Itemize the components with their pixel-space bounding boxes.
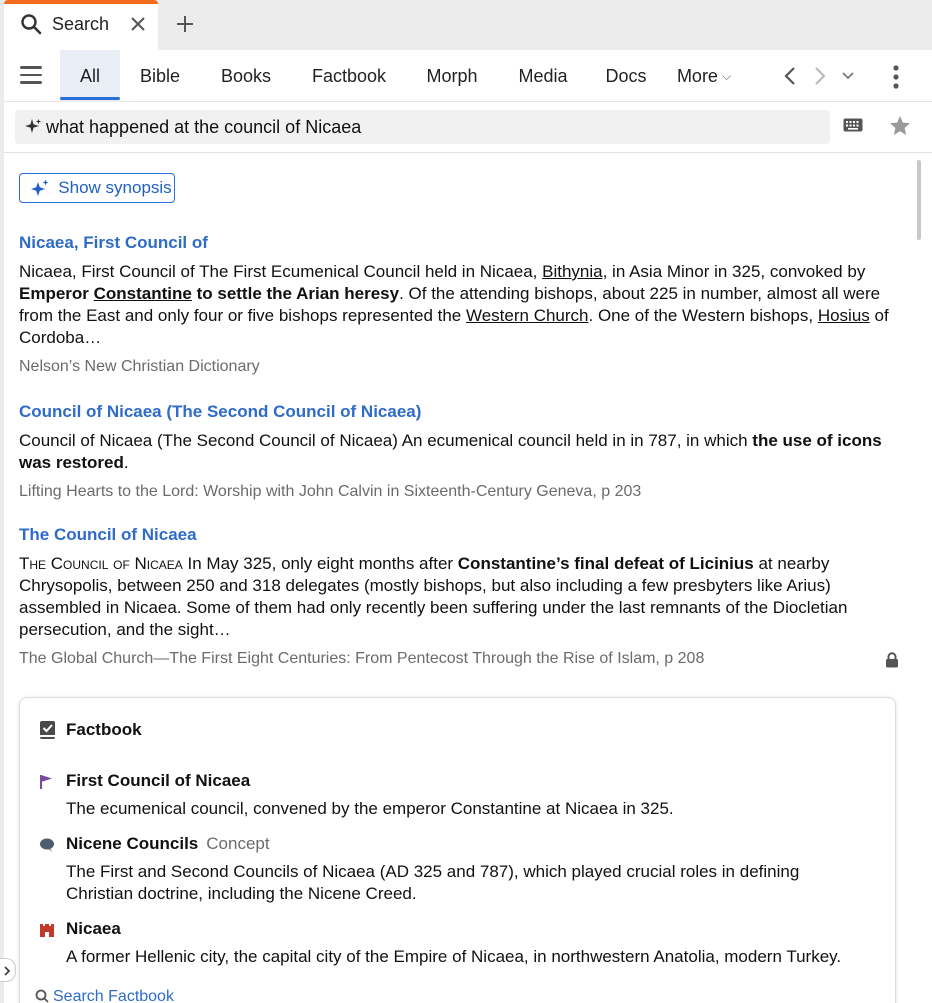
result-snippet bbox=[19, 430, 899, 474]
factbook-entry-name[interactable]: Nicaea bbox=[66, 919, 121, 938]
tab-active-indicator bbox=[4, 0, 158, 4]
snippet-heading: The Council of Nicaea bbox=[19, 554, 183, 573]
tab-more[interactable] bbox=[672, 50, 736, 102]
star-icon[interactable] bbox=[888, 114, 912, 138]
search-icon bbox=[35, 989, 49, 1003]
category-nav bbox=[4, 50, 932, 102]
close-icon[interactable] bbox=[128, 14, 148, 34]
snippet-text: Council of Nicaea (The Second Council of Nicaea) An ecumenical council held in in 787, in which bbox=[19, 431, 753, 450]
snippet-link[interactable]: Hosius bbox=[817, 306, 870, 325]
history-dropdown-icon[interactable] bbox=[840, 68, 856, 84]
result-source[interactable]: The Global Church—The First Eight Centuries: From Pentecost Through the Rise of Islam, p 208 bbox=[19, 650, 705, 667]
sidebar-expand-button[interactable] bbox=[0, 958, 16, 982]
snippet-text: of Cordoba… bbox=[19, 306, 889, 347]
tab-morph[interactable] bbox=[418, 50, 486, 102]
factbook-heading-label: Factbook bbox=[66, 720, 142, 739]
tab-books[interactable] bbox=[212, 50, 280, 102]
result-title[interactable]: Nicaea, First Council of bbox=[19, 233, 208, 252]
result-title[interactable]: Council of Nicaea (The Second Council of Nicaea) bbox=[19, 402, 422, 421]
speech-bubble-icon bbox=[39, 837, 55, 853]
search-box[interactable] bbox=[15, 110, 830, 144]
search-tab[interactable] bbox=[4, 0, 158, 50]
snippet-highlight: the use of icons was restored bbox=[19, 431, 882, 472]
result-snippet bbox=[19, 261, 899, 349]
result-source[interactable]: Lifting Hearts to the Lord: Worship with John Calvin in Sixteenth-Century Geneva, p 203 bbox=[19, 483, 642, 500]
results-pane bbox=[4, 154, 932, 1003]
chevron-down-icon: ⌵ bbox=[721, 69, 732, 83]
snippet-text: . Of the attending bishops, about 225 in number, almost all were from the East and only four or five bishops represented the bbox=[19, 284, 881, 325]
tab-label: All bbox=[79, 66, 100, 86]
factbook-entry-desc: A former Hellenic city, the capital city of the Empire of Nicaea, in northwestern Anatolia, modern Turkey. bbox=[66, 947, 842, 966]
factbook-card bbox=[19, 697, 896, 1003]
snippet-link[interactable]: Constantine bbox=[93, 284, 192, 303]
menu-icon[interactable] bbox=[20, 66, 42, 86]
snippet-link[interactable]: Bithynia bbox=[542, 262, 603, 281]
factbook-book-icon bbox=[39, 720, 57, 740]
lock-icon bbox=[885, 652, 899, 668]
snippet-text: . One of the Western bishops, bbox=[588, 306, 818, 325]
factbook-entry-desc: The First and Second Councils of Nicaea (AD 325 and 787), which played crucial roles in defining Christian doctrine, including the Nicene Creed. bbox=[66, 862, 800, 903]
chevron-right-icon[interactable] bbox=[810, 64, 830, 88]
search-icon bbox=[20, 13, 42, 35]
show-synopsis-button[interactable] bbox=[19, 173, 175, 203]
tab-strip bbox=[0, 0, 932, 50]
flag-icon bbox=[39, 774, 53, 790]
snippet-text: . bbox=[123, 453, 129, 472]
tab-label: Docs bbox=[605, 66, 647, 86]
tab-docs[interactable] bbox=[600, 50, 652, 102]
result-title[interactable]: The Council of Nicaea bbox=[19, 525, 197, 544]
tab-all[interactable] bbox=[60, 50, 120, 102]
snippet-highlight: Emperor bbox=[19, 284, 94, 303]
snippet-text: Nicaea, First Council of The First Ecumenical Council held in Nicaea, bbox=[19, 262, 543, 281]
tab-label: Bible bbox=[139, 66, 181, 86]
tab-label: Morph bbox=[426, 66, 478, 86]
scrollbar-thumb[interactable] bbox=[917, 160, 921, 240]
snippet-link[interactable]: Western Church bbox=[465, 306, 589, 325]
search-row bbox=[4, 102, 932, 153]
tab-title: Search bbox=[52, 14, 110, 34]
search-result bbox=[19, 232, 899, 378]
factbook-entry-desc: The ecumenical council, convened by the emperor Constantine at Nicaea in 325. bbox=[66, 799, 674, 818]
snippet-highlight: to settle the Arian heresy bbox=[191, 284, 400, 303]
ai-sparkle-icon bbox=[30, 179, 50, 199]
tab-bible[interactable] bbox=[130, 50, 190, 102]
search-factbook-label: Search Factbook bbox=[53, 988, 174, 1003]
castle-icon bbox=[39, 922, 55, 938]
snippet-text: , in Asia Minor in 325, convoked by bbox=[602, 262, 866, 281]
active-tab-underline bbox=[60, 97, 120, 100]
tab-label: Books bbox=[220, 66, 272, 86]
search-input[interactable] bbox=[46, 110, 816, 144]
search-panel bbox=[4, 50, 932, 1003]
result-snippet bbox=[19, 553, 899, 641]
snippet-highlight: Constantine’s final defeat of Licinius bbox=[457, 554, 754, 573]
show-synopsis-label: Show synopsis bbox=[58, 178, 172, 197]
factbook-entry-name[interactable]: First Council of Nicaea bbox=[66, 771, 251, 790]
tab-media[interactable] bbox=[510, 50, 576, 102]
new-tab-icon[interactable] bbox=[174, 13, 196, 35]
ai-sparkle-icon bbox=[24, 118, 42, 136]
search-factbook-link[interactable] bbox=[35, 988, 174, 1003]
factbook-entry-name[interactable]: Nicene Councils bbox=[66, 834, 199, 853]
tab-label: Media bbox=[518, 66, 568, 86]
result-source[interactable]: Nelson’s New Christian Dictionary bbox=[19, 358, 260, 375]
chevron-right-icon bbox=[1, 965, 13, 977]
factbook-entry-type: Concept bbox=[206, 834, 270, 853]
chevron-left-icon[interactable] bbox=[780, 64, 800, 88]
tab-label: More bbox=[676, 66, 718, 86]
more-options-icon[interactable] bbox=[892, 64, 900, 90]
tab-label: Factbook bbox=[311, 66, 387, 86]
search-result bbox=[19, 524, 899, 670]
tab-factbook[interactable] bbox=[304, 50, 394, 102]
snippet-text: at nearby Chrysopolis, between 250 and 318 delegates (mostly bishops, but also including a few presbyters like Arius) assembled in Nicaea. Some of them had only recently been suffering under the last remnants of the Diocletian persecution, and the sight… bbox=[19, 554, 848, 639]
search-result bbox=[19, 401, 899, 503]
keyboard-icon[interactable] bbox=[843, 118, 863, 132]
snippet-text: In May 325, only eight months after bbox=[182, 554, 458, 573]
